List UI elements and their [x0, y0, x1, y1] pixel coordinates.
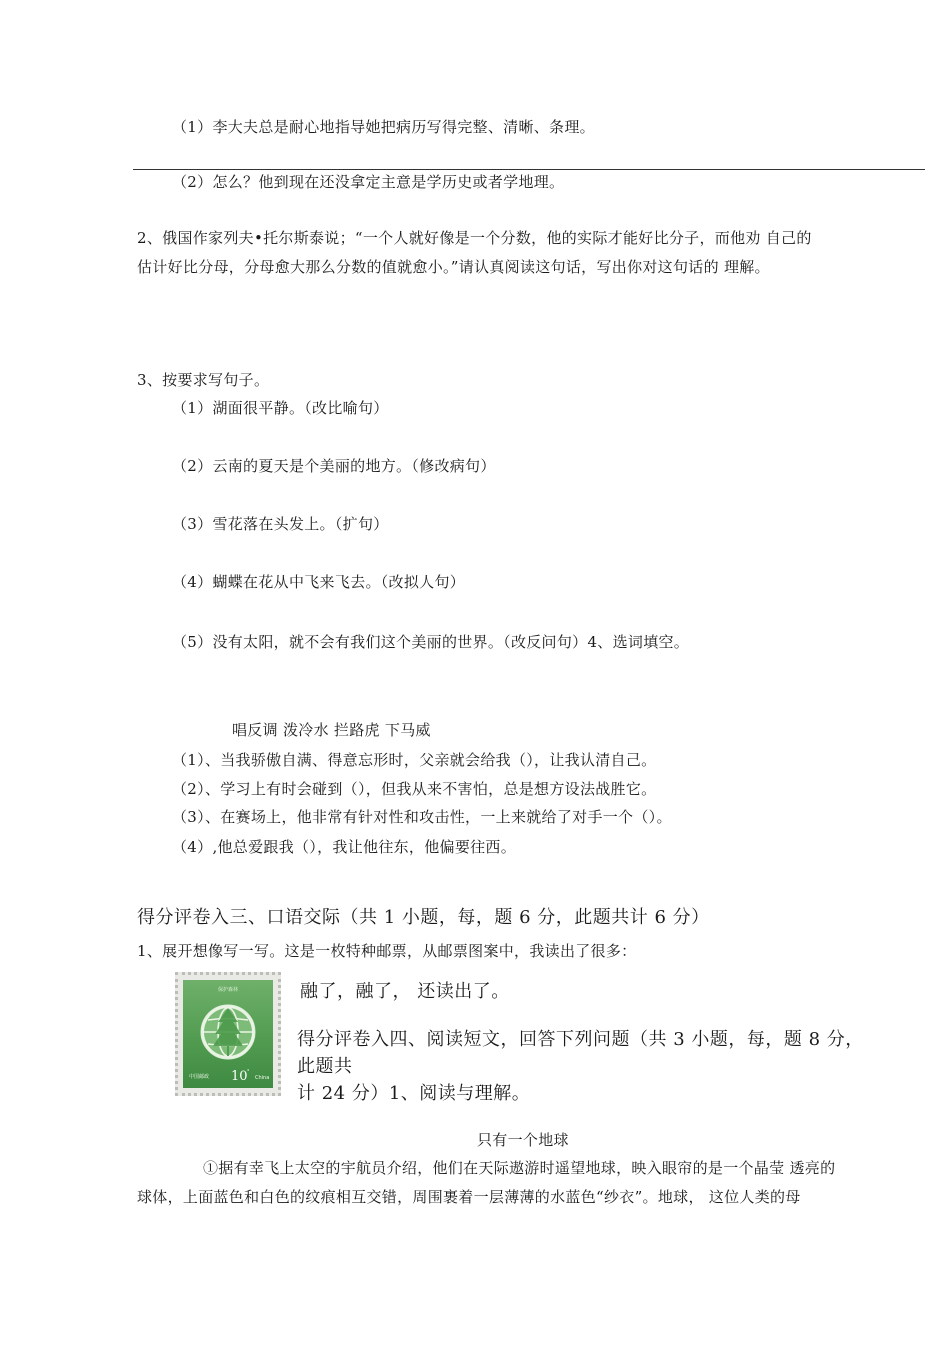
q3-item-5: （5）没有太阳，就不会有我们这个美丽的世界。（改反问句）4、选词填空。	[172, 633, 690, 651]
stamp-image	[175, 972, 281, 1096]
stamp-side-line2: 得分评卷入四、阅读短文，回答下列问题（共 3 小题，每，题 8 分，	[297, 1029, 864, 1050]
q2-line2: 估计好比分母，分母愈大那么分数的值就愈小。”请认真阅读这句话，写出你对这句话的 理解。	[137, 258, 770, 276]
section3-heading: 得分评卷入三、口语交际（共 1 小题，每，题 6 分，此题共计 6 分）	[137, 907, 710, 928]
q4-item-2: （2）、学习上有时会碰到（），但我从来不害怕，总是想方设法战胜它。	[172, 780, 657, 798]
passage-line1: ①据有幸飞上太空的宇航员介绍，他们在天际遨游时遥望地球，映入眼帘的是一个晶莹 透亮的	[203, 1159, 836, 1177]
q1-line2: （2）怎么？他到现在还没拿定主意是学历史或者学地理。	[172, 173, 565, 191]
q4-item-4: （4）,他总爱跟我（），我让他往东，他偏要往西。	[172, 838, 517, 856]
q4-item-3: （3）、在赛场上，他非常有针对性和攻击性，一上来就给了对手一个（）。	[172, 808, 672, 826]
q3-item-4: （4）蝴蝶在花从中飞来飞去。（改拟人句）	[172, 573, 466, 591]
stamp-latin: China	[255, 1075, 270, 1081]
stamp-value: 10	[231, 1069, 248, 1084]
stamp-country: 中国邮政	[189, 1074, 210, 1080]
svg-text:°: °	[247, 1069, 250, 1075]
q3-heading: 3、按要求写句子。	[137, 371, 270, 389]
q2-line1: 2、俄国作家列夫•托尔斯泰说；“一个人就好像是一个分数，他的实际才能好比分子，而他劝 自己的	[137, 229, 812, 247]
stamp-side-line1: 融了，融了， 还读出了。	[300, 981, 510, 1002]
q3-item-3: （3）雪花落在头发上。（扩句）	[172, 515, 389, 533]
stamp-top-text: 保护森林	[217, 987, 239, 993]
section3-prompt: 1、展开想像写一写。这是一枚特种邮票，从邮票图案中，我读出了很多：	[137, 942, 637, 960]
q3-item-2: （2）云南的夏天是个美丽的地方。（修改病句）	[172, 457, 496, 475]
globe-tree-icon	[183, 980, 273, 1088]
q1-line1: （1）李大夫总是耐心地指导她把病历写得完整、清晰、条理。	[172, 118, 595, 136]
passage-line2: 球体，上面蓝色和白色的纹痕相互交错，周围裹着一层薄薄的水蓝色“纱衣”。地球， 这位人类的母	[137, 1188, 801, 1206]
q3-item-1: （1）湖面很平静。（改比喻句）	[172, 399, 389, 417]
q4-item-1: （1）、当我骄傲自满、得意忘形时，父亲就会给我（），让我认清自己。	[172, 751, 657, 769]
q4-word-bank: 唱反调 泼冷水 拦路虎 下马威	[232, 721, 431, 739]
answer-line	[133, 169, 925, 170]
passage-title: 只有一个地球	[477, 1131, 569, 1149]
stamp-side-line3: 此题共	[297, 1056, 353, 1077]
stamp-side-line4: 计 24 分）1、阅读与理解。	[297, 1083, 531, 1104]
